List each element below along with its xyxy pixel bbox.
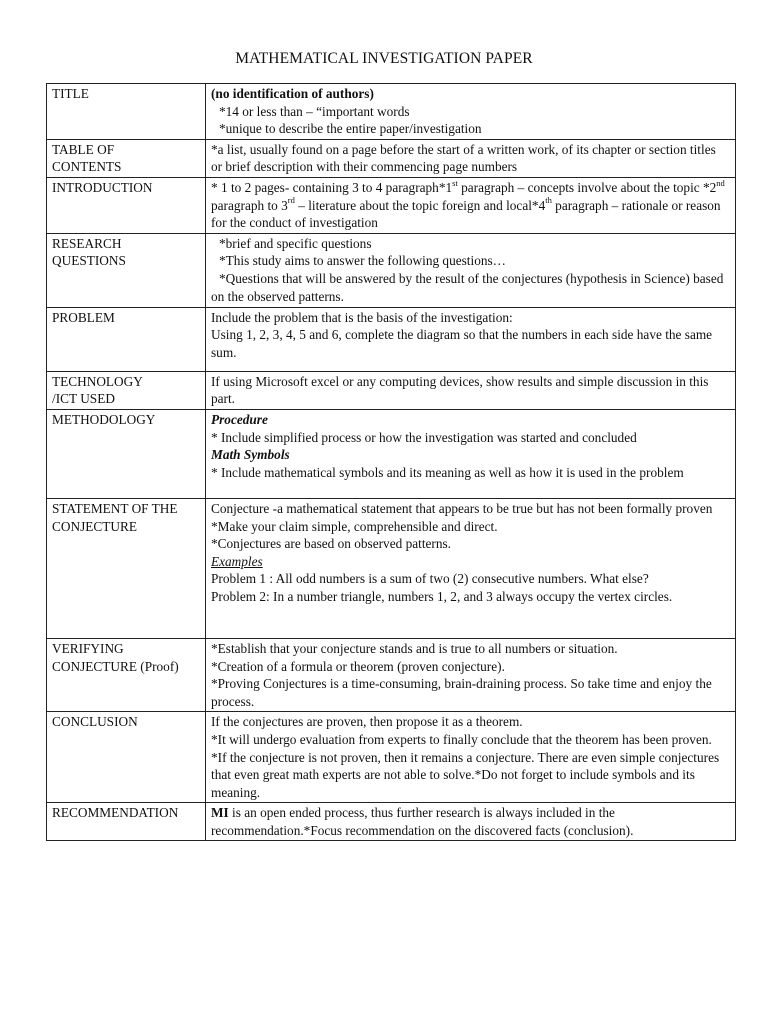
row-label: CONCLUSION <box>47 712 206 803</box>
table-row-statement-of-conjecture <box>47 498 736 638</box>
row-label: VERIFYING CONJECTURE (Proof) <box>47 638 206 711</box>
table-row-toc <box>47 139 736 177</box>
table-row-recommendation <box>47 803 736 841</box>
row-label: STATEMENT OF THE CONJECTURE <box>47 498 206 638</box>
row-label: RECOMMENDATION <box>47 803 206 841</box>
row-content: * 1 to 2 pages- containing 3 to 4 paragraph*1st paragraph – concepts involve about the topic *2nd paragraph to 3rd – literature about the topic foreign and local*4th paragraph – rationale or reason for the conduct of investigation <box>206 177 736 233</box>
row-content: Include the problem that is the basis of the investigation: Using 1, 2, 3, 4, 5 and 6, complete the diagram so that the numbers in each side have the same sum. <box>206 307 736 371</box>
page-title: MATHEMATICAL INVESTIGATION PAPER <box>235 50 533 67</box>
row-label: TECHNOLOGY /ICT USED <box>47 371 206 409</box>
row-content: *a list, usually found on a page before the start of a written work, of its chapter or section titles or brief description with their commencing page numbers <box>206 139 736 177</box>
table-row-verifying-conjecture <box>47 638 736 711</box>
row-label: PROBLEM <box>47 307 206 371</box>
row-content: If the conjectures are proven, then propose it as a theorem. *It will undergo evaluation from experts to finally conclude that the theorem has been proven. *If the conjecture is not proven, then it remains a conjecture. There are even simple conjectures that even great math experts are not able to solve.*Do not forget to include symbols and its meaning. <box>206 712 736 803</box>
table-row-research-questions <box>47 233 736 307</box>
row-content: MI is an open ended process, thus further research is always included in the recommendation.*Focus recommendation on the discovered facts (conclusion). <box>206 803 736 841</box>
row-label: RESEARCH QUESTIONS <box>47 233 206 307</box>
row-label: METHODOLOGY <box>47 409 206 498</box>
examples-heading: Examples <box>211 553 263 569</box>
table-row-methodology <box>47 409 736 498</box>
row-content: (no identification of authors) *14 or less than – “important words *unique to describe the entire paper/investigation <box>206 84 736 140</box>
row-content: Conjecture -a mathematical statement that appears to be true but has not been formally proven *Make your claim simple, comprehensible and direct. *Conjectures are based on observed patterns. Examples Problem 1 : All odd numbers is a sum of two (2) consecutive numbers. What else? Problem 2: In a number triangle, numbers 1, 2, and 3 always occupy the vertex circles. <box>206 498 736 638</box>
table-row-problem <box>47 307 736 371</box>
row-content: *Establish that your conjecture stands and is true to all numbers or situation. *Creation of a formula or theorem (proven conjecture). *Proving Conjectures is a time-consuming, brain-draining process. So take time and enjoy the process. <box>206 638 736 711</box>
row-label: TABLE OF CONTENTS <box>47 139 206 177</box>
investigation-table <box>46 83 736 841</box>
table-row-introduction <box>47 177 736 233</box>
table-row-conclusion <box>47 712 736 803</box>
table-row-technology <box>47 371 736 409</box>
row-content: *brief and specific questions *This study aims to answer the following questions… *Questions that will be answered by the result of the conjectures (hypothesis in Science) based on the observed patterns. <box>206 233 736 307</box>
row-label: TITLE <box>47 84 206 140</box>
row-label: INTRODUCTION <box>47 177 206 233</box>
row-content: If using Microsoft excel or any computing devices, show results and simple discussion in this part. <box>206 371 736 409</box>
table-row-title <box>47 84 736 140</box>
row-content: Procedure * Include simplified process or how the investigation was started and concluded Math Symbols * Include mathematical symbols and its meaning as well as how it is used in the problem <box>206 409 736 498</box>
